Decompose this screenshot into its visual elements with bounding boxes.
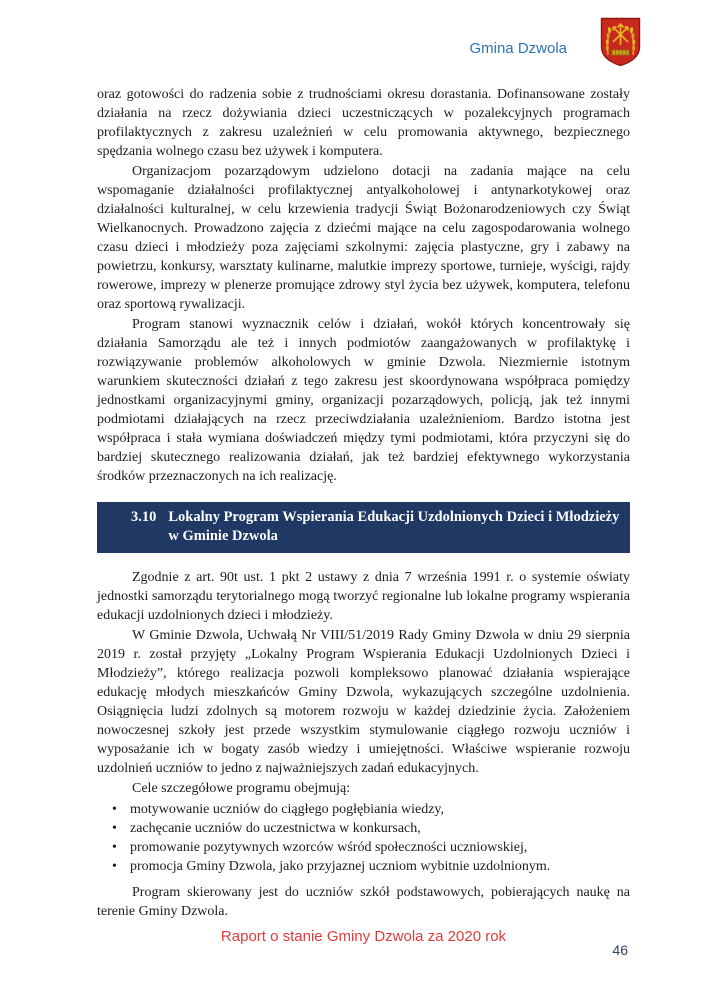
- list-intro: Cele szczegółowe programu obejmują:: [132, 781, 351, 796]
- list-item: • zachęcanie uczniów do uczestnictwa w konkursach,: [97, 819, 630, 838]
- paragraph: Program skierowany jest do uczniów szkół podstawowych, pobierających naukę na terenie Gminy Dzwola.: [97, 885, 630, 919]
- paragraph: oraz gotowości do radzenia sobie z trudnościami okresu dorastania. Dofinansowane zostały działania na rzecz dożywiania dzieci uczestniczących w pozalekcyjnych programach profilaktycznych z zakresu uzależnień w celu promowania aktywnego, bezpiecznego spędzania wolnego czasu bez używek i komputera.: [97, 87, 630, 159]
- section-title-line-1: Lokalny Program Wspierania Edukacji Uzdolnionych Dzieci i Młodzieży: [168, 509, 620, 525]
- footer-report-title: Raport o stanie Gminy Dzwola za 2020 rok: [220, 928, 507, 945]
- coat-of-arms-icon: [600, 17, 641, 67]
- paragraph: W Gminie Dzwola, Uchwałą Nr VIII/51/2019 Rady Gminy Dzwola w dniu 29 sierpnia 2019 r. został przyjęty „Lokalny Program Wspierania Edukacji Uzdolnionych Dzieci i Młodzieży”, którego realizacja pozwoli kompleksowo planować działania wspierające edukację młodych mieszkańców Gminy Dzwola, wykazujących szczególne uzdolnienia. Osiągnięcia ludzi zdolnych są motorem rozwoju w każdej dziedzinie życia. Założeniem nowoczesnej szkoły jest przede wszystkim stymulowanie ciągłego rozwoju uczniów i wyposażanie ich w bogaty zasób wiedzy i umiejętności. Właściwe wspieranie rozwoju uzdolnień uczniów to jedno z najważniejszych zadań edukacyjnych.: [97, 628, 630, 776]
- section-heading: [97, 502, 630, 553]
- section-title-line-2: w Gminie Dzwola: [168, 528, 278, 544]
- list-item: • promowanie pozytywnych wzorców wśród społeczności uczniowskiej,: [97, 838, 630, 857]
- header-org-name: Gmina Dzwola: [469, 40, 567, 57]
- list-item: • motywowanie uczniów do ciągłego pogłębiania wiedzy,: [97, 800, 630, 819]
- paragraph: Organizacjom pozarządowym udzielono dotacji na zadania mające na celu wspomaganie działalności profilaktycznej antyalkoholowej i antynarkotykowej oraz działalności kulturalnej, w celu krzewienia tradycji Świąt Bożonarodzeniowych czy Świąt Wielkanocnych. Prowadzono zajęcia z dziećmi mające na celu zagospodarowania wolnego czasu dzieci i młodzieży poza zajęciami szkolnymi: zajęcia plastyczne, gry i zabawy na powietrzu, konkursy, warsztaty kulinarne, malutkie imprezy sportowe, turnieje, wyścigi, rajdy rowerowe, imprezy w plenerze promujące zdrowy styl życia bez używek, komputera, telefonu oraz sportową rywalizacji.: [97, 164, 630, 312]
- paragraph: Program stanowi wyznacznik celów i działań, wokół których koncentrowały się działania Samorządu ale też i innych podmiotów zaangażowanych w profilaktykę i rozwiązywanie problemów alkoholowych w gminie Dzwola. Niezmiernie istotnym warunkiem skuteczności działań z tego zakresu jest skoordynowana współpraca pomiędzy jednostkami organizacyjnymi gminy, organizacji pozarządowych, policją, jak też innymi podmiotami działających na rzecz przeciwdziałania uzależnieniom. Bardzo istotna jest współpraca i stała wymiana doświadczeń między tymi podmiotami, która przyczyni się do bardziej skutecznego realizowania działań, jak też bardziej efektywnego wykorzystania środków przeznaczonych na ich realizację.: [97, 317, 630, 484]
- page-number: 46: [612, 942, 628, 958]
- program-goals-list: [97, 800, 630, 876]
- list-item: • promocja Gminy Dzwola, jako przyjaznej uczniom wybitnie uzdolnionym.: [97, 857, 630, 876]
- paragraph: Zgodnie z art. 90t ust. 1 pkt 2 ustawy z dnia 7 września 1991 r. o systemie oświaty jednostki samorządu terytorialnego mogą tworzyć regionalne lub lokalne programy wspierania edukacji uzdolnionych dzieci i młodzieży.: [97, 570, 630, 623]
- section-title: [168, 508, 622, 546]
- section-number: 3.10: [131, 509, 157, 525]
- document-body: [97, 85, 630, 922]
